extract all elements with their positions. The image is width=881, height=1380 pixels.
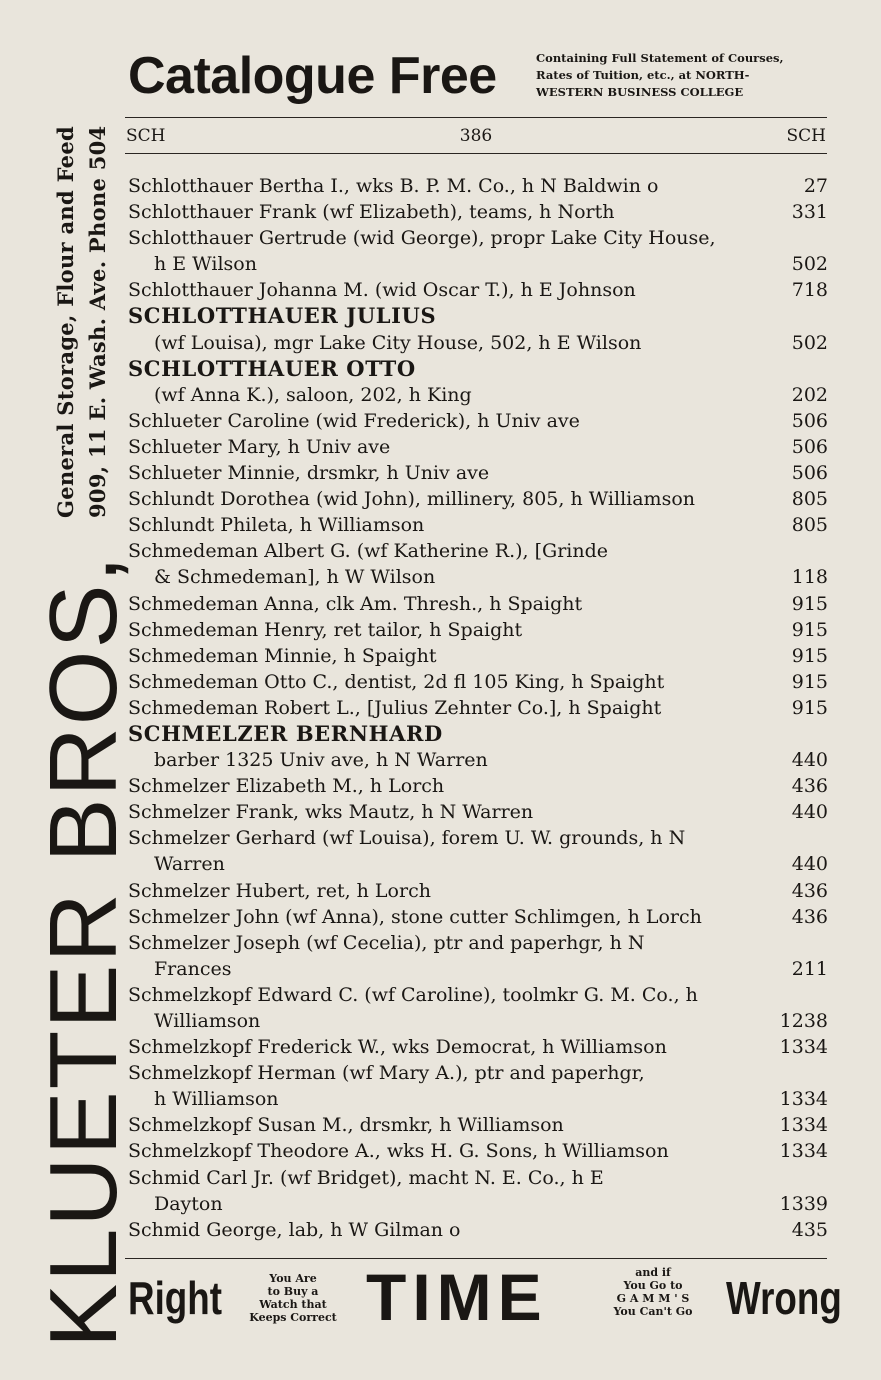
directory-entry	[128, 904, 828, 930]
entry-text: Schlotthauer Johanna M. (wid Oscar T.), h E Johnson	[128, 279, 636, 302]
directory-entry	[128, 277, 828, 303]
directory-entry-continuation	[128, 747, 828, 773]
entry-number: 118	[791, 566, 828, 589]
directory-entry	[128, 878, 828, 904]
directory-entry	[128, 486, 828, 512]
entry-text: h E Wilson	[154, 253, 257, 276]
entry-text: h Williamson	[154, 1088, 279, 1111]
entry-text: Schlueter Minnie, drsmkr, h Univ ave	[128, 462, 490, 485]
footer-advertisement	[128, 1260, 842, 1334]
directory-entry	[128, 982, 828, 1008]
directory-entry	[128, 1217, 828, 1243]
header-rule	[125, 117, 827, 118]
entry-text: Schmid George, lab, h W Gilman o	[128, 1218, 461, 1241]
footer-ad-right-word: Wrong	[726, 1272, 842, 1324]
entry-number: 440	[791, 853, 828, 876]
entry-text: Schmelzer Hubert, ret, h Lorch	[128, 879, 431, 902]
entry-text: (wf Anna K.), saloon, 202, h King	[154, 383, 472, 406]
directory-entry-continuation	[128, 251, 828, 277]
entry-text: Williamson	[154, 1010, 261, 1032]
directory-heading-entry	[128, 303, 828, 329]
directory-entry	[128, 1060, 828, 1086]
directory-entry	[128, 799, 828, 825]
entry-text: Schlundt Phileta, h Williamson	[128, 514, 425, 537]
directory-entry	[128, 773, 828, 799]
entry-text: Schmelzkopf Edward C. (wf Caroline), toolmkr G. M. Co., h	[128, 983, 698, 1006]
entry-number: 915	[791, 670, 828, 693]
entry-number: 202	[791, 383, 828, 406]
header-advertisement	[128, 44, 828, 106]
entry-number: 1334	[779, 1088, 828, 1111]
entry-number: 211	[791, 957, 828, 980]
entry-text: Schmelzer Gerhard (wf Louisa), forem U. W. grounds, h N	[128, 827, 686, 850]
footer-ad-left-line: Keeps Correct	[249, 1311, 337, 1324]
entry-number: 1339	[779, 1192, 828, 1215]
directory-entry	[128, 1138, 828, 1164]
directory-entry	[128, 1034, 828, 1060]
header-ad-note-line: Rates of Tuition, etc., at NORTH-	[536, 68, 750, 82]
directory-entry-continuation	[128, 330, 828, 356]
entry-text: Schmedeman Henry, ret tailor, h Spaight	[128, 618, 523, 641]
footer-ad-left-line: Watch that	[259, 1298, 327, 1311]
footer-ad-left-line: You Are	[269, 1272, 317, 1285]
directory-heading-entry	[128, 356, 828, 382]
entry-number: 502	[791, 253, 828, 276]
entry-text: SCHMELZER BERNHARD	[128, 720, 443, 746]
entry-number: 915	[791, 696, 828, 719]
footer-ad-right-line: You Go to	[623, 1279, 683, 1292]
entry-text: SCHLOTTHAUER JULIUS	[128, 303, 437, 329]
footer-ad-left-line: to Buy a	[267, 1285, 319, 1298]
header-ad-headline: Catalogue Free	[128, 47, 497, 105]
directory-entry	[128, 669, 828, 695]
directory-heading-entry	[128, 721, 828, 747]
entry-text: Schlueter Mary, h Univ ave	[128, 435, 391, 458]
entry-number: 915	[791, 618, 828, 641]
directory-entry	[128, 930, 828, 956]
footer-ad-right-line: and if	[635, 1266, 671, 1279]
entry-number: 440	[791, 749, 828, 772]
page-number: 386	[459, 126, 493, 146]
footer-ad-left-word: Right	[128, 1272, 223, 1324]
entry-text: Schmelzer John (wf Anna), stone cutter Schlimgen, h Lorch	[128, 905, 702, 928]
entry-text: Schmelzer Frank, wks Mautz, h N Warren	[128, 801, 534, 824]
entry-number: 506	[791, 409, 828, 432]
side-ad-line-1: General Storage, Flour and Feed	[53, 126, 78, 518]
directory-entry	[128, 825, 828, 851]
entry-number: 805	[791, 514, 828, 537]
side-ad-line-2: 909, 11 E. Wash. Ave. Phone 504	[85, 125, 110, 518]
entry-text: Schmedeman Otto C., dentist, 2d fl 105 King, h Spaight	[128, 670, 665, 693]
entry-text: Schmedeman Minnie, h Spaight	[128, 644, 437, 667]
side-ad-brand: KLUETER BROS,	[30, 553, 137, 1348]
entry-text: Schmelzkopf Herman (wf Mary A.), ptr and paperhgr,	[128, 1062, 645, 1085]
entry-text: (wf Louisa), mgr Lake City House, 502, h E Wilson	[154, 331, 642, 354]
entry-number: 1334	[779, 1140, 828, 1163]
entry-number: 331	[791, 201, 828, 224]
entry-text: Warren	[154, 853, 225, 876]
entry-text: Schmelzkopf Theodore A., wks H. G. Sons, h Williamson	[128, 1140, 669, 1163]
entry-number: 506	[791, 435, 828, 458]
running-head	[126, 124, 826, 148]
entry-text: Schlotthauer Frank (wf Elizabeth), teams, h North	[128, 201, 615, 224]
entry-text: Schlotthauer Bertha I., wks B. P. M. Co., h N Baldwin o	[128, 175, 659, 197]
directory-entry	[128, 1165, 828, 1191]
entry-number: 27	[803, 175, 828, 197]
directory-entry	[128, 199, 828, 225]
entry-text: Schmedeman Robert L., [Julius Zehnter Co.], h Spaight	[128, 696, 662, 719]
entry-text: Dayton	[154, 1192, 223, 1215]
footer-ad-right-line: You Can't Go	[613, 1305, 693, 1318]
directory-entry	[128, 408, 828, 434]
entry-text: Schlueter Caroline (wid Frederick), h Univ ave	[128, 409, 580, 432]
directory-entry	[128, 434, 828, 460]
entry-text: barber 1325 Univ ave, h N Warren	[154, 749, 488, 772]
entry-text: Schmelzkopf Susan M., drsmkr, h Williamson	[128, 1114, 564, 1137]
entry-number: 1334	[779, 1114, 828, 1137]
directory-entry	[128, 617, 828, 643]
directory-entry-continuation	[128, 1191, 828, 1217]
footer-ad-center-word: TIME	[366, 1260, 548, 1334]
header-ad-note-line: WESTERN BUSINESS COLLEGE	[536, 85, 744, 99]
entry-number: 502	[791, 331, 828, 354]
header-ad-note	[536, 50, 828, 101]
directory-entry	[128, 538, 828, 564]
running-head-right: SCH	[786, 126, 826, 146]
directory-entry-continuation	[128, 382, 828, 408]
entry-number: 440	[791, 801, 828, 824]
header-ad-note-line: Containing Full Statement of Courses,	[536, 51, 784, 65]
directory-entry-continuation	[128, 1008, 828, 1034]
entry-text: Schmelzer Joseph (wf Cecelia), ptr and paperhgr, h N	[128, 931, 645, 954]
entry-number: 915	[791, 644, 828, 667]
directory-entry	[128, 173, 828, 199]
entry-number: 915	[791, 592, 828, 615]
entry-number: 1238	[779, 1010, 828, 1032]
side-advertisement	[30, 48, 137, 1348]
entry-number: 436	[791, 775, 828, 798]
entry-text: Schlotthauer Gertrude (wid George), propr Lake City House,	[128, 227, 716, 250]
footer-ad-right-line: G A M M ' S	[616, 1292, 690, 1305]
directory-entry	[128, 460, 828, 486]
entry-text: SCHLOTTHAUER OTTO	[128, 355, 416, 381]
entry-text: Schmelzer Elizabeth M., h Lorch	[128, 775, 445, 798]
directory-entry	[128, 512, 828, 538]
entry-number: 506	[791, 462, 828, 485]
entry-number: 436	[791, 879, 828, 902]
side-ad-details	[42, 48, 122, 518]
directory-entry	[128, 643, 828, 669]
footer-ad-left-text	[228, 1272, 358, 1324]
directory-entry-continuation	[128, 1086, 828, 1112]
entry-number: 805	[791, 488, 828, 511]
entry-text: Frances	[154, 957, 232, 980]
running-head-left: SCH	[126, 126, 166, 146]
directory-entry	[128, 225, 828, 251]
entry-number: 435	[791, 1218, 828, 1241]
directory-entry	[128, 591, 828, 617]
footer-rule	[125, 1258, 827, 1259]
directory-entry	[128, 1112, 828, 1138]
directory-entries	[128, 173, 828, 1243]
entry-number: 718	[791, 279, 828, 302]
entry-text: Schmedeman Anna, clk Am. Thresh., h Spaight	[128, 592, 583, 615]
entry-text: & Schmedeman], h W Wilson	[154, 566, 436, 589]
directory-entry	[128, 695, 828, 721]
entry-number: 436	[791, 905, 828, 928]
directory-entry-continuation	[128, 564, 828, 590]
entry-text: Schmedeman Albert G. (wf Katherine R.), [Grinde	[128, 540, 609, 563]
entry-number: 1334	[779, 1036, 828, 1059]
footer-ad-right-text	[594, 1266, 712, 1318]
entry-text: Schlundt Dorothea (wid John), millinery, 805, h Williamson	[128, 488, 696, 511]
directory-entry-continuation	[128, 956, 828, 982]
entry-text: Schmid Carl Jr. (wf Bridget), macht N. E. Co., h E	[128, 1166, 604, 1189]
running-head-rule	[125, 153, 827, 154]
entry-text: Schmelzkopf Frederick W., wks Democrat, h Williamson	[128, 1036, 667, 1059]
directory-entry-continuation	[128, 851, 828, 877]
